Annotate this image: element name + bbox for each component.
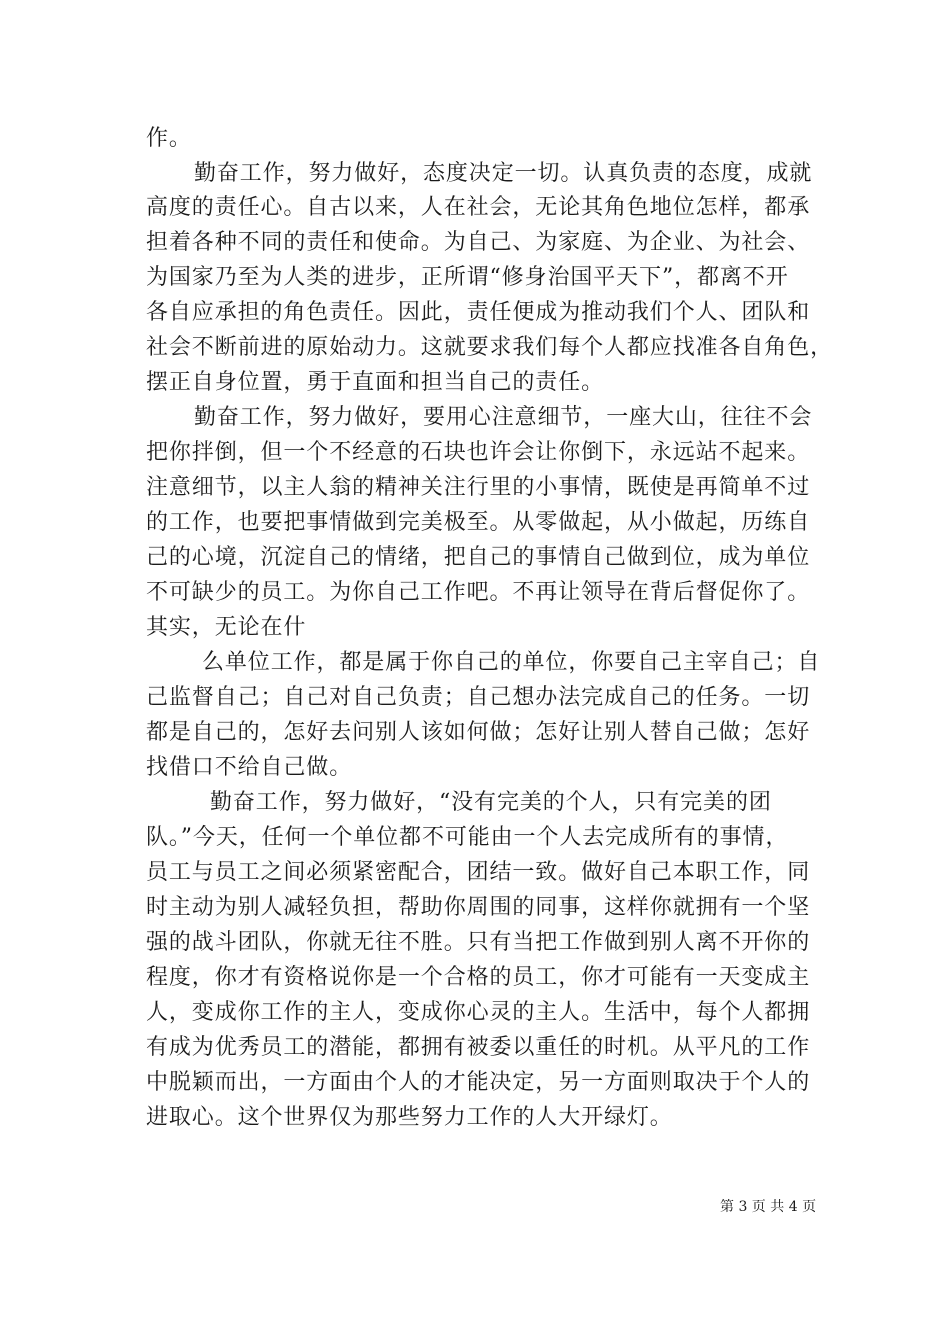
page-number-footer: 第 3 页 共 4 页: [720, 1199, 817, 1215]
text-line: 社会不断前进的原始动力。这就要求我们每个人都应找准各自角色，: [146, 335, 834, 360]
text-line: 队。”今天，任何一个单位都不可能由一个人去完成所有的事情，: [146, 825, 789, 850]
text-line: 有成为优秀员工的潜能，都拥有被委以重任的时机。从平凡的工作: [146, 1035, 811, 1060]
text-line: 人，变成你工作的主人，变成你心灵的主人。生活中，每个人都拥: [146, 1000, 811, 1025]
text-line: 为国家乃至为人类的进步，正所谓“修身治国平天下”，都离不开: [146, 265, 789, 290]
text-line: 的工作，也要把事情做到完美极至。从零做起，从小做起，历练自: [146, 510, 811, 535]
text-line: 担着各种不同的责任和使命。为自己、为家庭、为企业、为社会、: [146, 230, 811, 255]
text-line: 把你拌倒，但一个不经意的石块也许会让你倒下，永远站不起来。: [146, 440, 811, 465]
text-line: 高度的责任心。自古以来，人在社会，无论其角色地位怎样，都承: [146, 195, 811, 220]
text-line: 己监督自己；自己对自己负责；自己想办法完成自己的任务。一切: [146, 685, 811, 710]
text-line: 作。: [146, 126, 192, 151]
text-line: 程度，你才有资格说你是一个合格的员工，你才可能有一天变成主: [146, 965, 811, 990]
text-line: 摆正自身位置，勇于直面和担当自己的责任。: [146, 370, 605, 395]
paragraph-first-line: 勤奋工作，努力做好，要用心注意细节，一座大山，往往不会: [194, 405, 813, 430]
text-line: 找借口不给自己做。: [146, 755, 353, 780]
paragraph-first-line: 么单位工作，都是属于你自己的单位，你要自己主宰自己；自: [202, 650, 821, 675]
text-line: 其实，无论在什: [146, 615, 307, 640]
text-line: 各自应承担的角色责任。因此，责任便成为推动我们个人、团队和: [146, 300, 811, 325]
paragraph-first-line: 勤奋工作，努力做好，“没有完美的个人，只有完美的团: [210, 790, 772, 815]
text-line: 注意细节，以主人翁的精神关注行里的小事情，既使是再简单不过: [146, 475, 811, 500]
text-line: 强的战斗团队，你就无往不胜。只有当把工作做到别人离不开你的: [146, 930, 811, 955]
text-line: 时主动为别人减轻负担，帮助你周围的同事，这样你就拥有一个坚: [146, 895, 811, 920]
text-line: 都是自己的，怎好去问别人该如何做；怎好让别人替自己做；怎好: [146, 720, 811, 745]
text-line: 不可缺少的员工。为你自己工作吧。不再让领导在背后督促你了。: [146, 580, 811, 605]
text-line: 员工与员工之间必须紧密配合，团结一致。做好自己本职工作，同: [146, 860, 811, 885]
paragraph-first-line: 勤奋工作，努力做好，态度决定一切。认真负责的态度，成就: [194, 161, 813, 186]
text-line: 己的心境，沉淀自己的情绪，把自己的事情自己做到位，成为单位: [146, 545, 811, 570]
text-line: 进取心。这个世界仅为那些努力工作的人大开绿灯。: [146, 1105, 673, 1130]
text-line: 中脱颖而出，一方面由个人的才能决定，另一方面则取决于个人的: [146, 1070, 811, 1095]
